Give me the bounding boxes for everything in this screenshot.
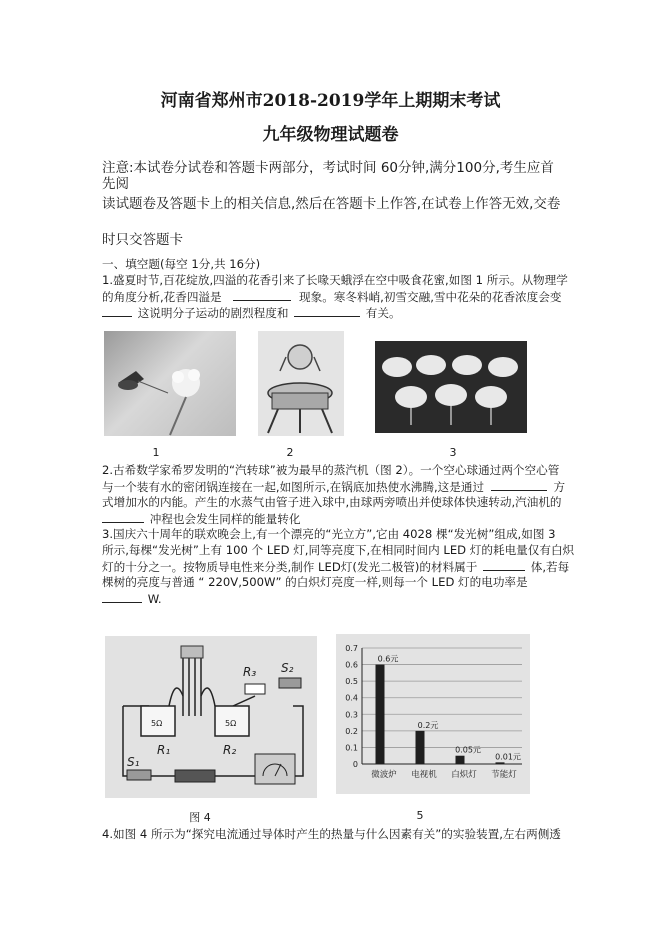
q3-line-1: 3.国庆六十周年的联欢晚会上,有一个漂亮的“光立方”,它由 4028 棵“发光树”组成,如图 3 <box>102 527 556 541</box>
y-tick-label: 0.6 <box>345 660 358 670</box>
notice-line-2: 读试题卷及答题卡上的相关信息,然后在答题卡上作答,在试卷上作答无效,交卷 <box>102 196 561 212</box>
bar-data-label: 0.05元 <box>455 745 481 755</box>
flower-petal-shape <box>172 371 184 383</box>
y-tick-label: 0.4 <box>345 693 358 703</box>
q1-blank-3[interactable] <box>294 304 360 317</box>
x-category-label: 电视机 <box>411 770 437 780</box>
bar-data-label: 0.6元 <box>377 654 399 664</box>
u-tube-left <box>169 688 183 706</box>
q1-line-2 <box>102 288 564 305</box>
aeolipile-support-right <box>314 357 320 371</box>
y-tick-label: 0.3 <box>345 710 358 720</box>
q1-line-2-text-a: 的角度分析,花香四溢是 <box>102 290 222 304</box>
q3-line-3 <box>102 558 570 575</box>
figure-2-aeolipile-photo <box>258 331 344 436</box>
x-category-label: 节能灯 <box>491 770 517 780</box>
r1-label: R₁ <box>157 743 171 757</box>
section-heading: 一、填空题(每空 1分,共 16分) <box>102 257 261 271</box>
y-tick-label: 0.7 <box>345 644 358 653</box>
moth-proboscis-shape <box>138 381 168 393</box>
aeolipile-leg-left <box>268 409 278 433</box>
q3-blank-2[interactable] <box>102 590 142 603</box>
q3-line-3-text-b: 体,若每 <box>530 560 570 574</box>
box-left-label: 5Ω <box>151 719 163 728</box>
bar-2 <box>456 756 465 764</box>
light-tree-shape <box>488 357 518 377</box>
figure-5-chart-photo <box>336 634 530 794</box>
figure-1-moth-flower-photo <box>104 331 236 436</box>
q1-line-3-text-b: 有关。 <box>365 306 401 320</box>
figure-4-label: 图 4 <box>189 811 211 824</box>
notice-line-3: 时只交答题卡 <box>102 232 183 248</box>
figure-5-label: 5 <box>416 809 424 822</box>
aeolipile-ball-shape <box>288 345 312 369</box>
light-tree-shape <box>416 355 446 375</box>
figure-4-circuit-drawing <box>105 636 317 798</box>
light-tree-shape <box>475 386 507 408</box>
s2-label: S₂ <box>281 661 294 675</box>
y-tick-label: 0.1 <box>345 743 358 753</box>
q1-line-1: 1.盛夏时节,百花绽放,四溢的花香引来了长喙天蛾浮在空中吸食花蜜,如图 1 所示。从物理学 <box>102 273 568 287</box>
figure-2-drawing <box>258 331 344 436</box>
u-tube-right <box>201 688 215 706</box>
q2-blank-2[interactable] <box>102 510 144 523</box>
q2-line-2-text: 与一个装有水的密闭锅连接在一起,如图所示,在锅底加热使水沸腾,这是通过 <box>102 480 485 494</box>
bar-1 <box>416 731 425 764</box>
q1-line-3-text-a: 这说明分子运动的剧烈程度和 <box>137 306 289 320</box>
figure-3-drawing <box>375 341 527 433</box>
q3-line-5 <box>102 590 564 607</box>
y-tick-label: 0.2 <box>345 726 358 736</box>
flower-stem-shape <box>170 397 186 435</box>
bar-3 <box>496 762 505 764</box>
figure-5-bar-chart <box>336 634 530 794</box>
q2-line-1: 2.古希数学家希罗发明的“汽转球”被为最早的蒸汽机（图 2）。一个空心球通过两个空心管 <box>102 463 560 477</box>
light-tree-shape <box>452 355 482 375</box>
x-category-label: 白炽灯 <box>451 770 477 780</box>
r2-label: R₂ <box>223 743 237 757</box>
bar-0 <box>376 665 385 764</box>
u-tube-pipes <box>183 658 201 716</box>
s1-switch-shape <box>127 770 151 780</box>
q1-line-2-text-b: 现象。寒冬料峭,初雪交融,雪中花朵的花香浓度会变 <box>299 290 562 304</box>
r3-resistor-shape <box>245 684 265 694</box>
moth-body-shape <box>118 380 138 390</box>
figure-3-light-trees-photo <box>375 341 527 433</box>
y-tick-label: 0 <box>352 760 358 769</box>
q3-blank-1[interactable] <box>483 558 525 571</box>
q2-line-4-text: 冲程也会发生同样的能量转化 <box>149 512 301 526</box>
ammeter-shape <box>255 754 295 784</box>
q3-line-3-text-a: 灯的十分之一。按物质导电性来分类,制作 LED灯(发光二极管)的材料属于 <box>102 560 478 574</box>
figure-3-label: 3 <box>449 446 457 459</box>
bar-data-label: 0.01元 <box>495 752 521 762</box>
aeolipile-leg-right <box>322 409 332 433</box>
battery-shape <box>175 770 215 782</box>
s1-label: S₁ <box>127 755 140 769</box>
q1-blank-2[interactable] <box>102 304 132 317</box>
aeolipile-pot-shape <box>272 393 328 409</box>
s2-switch-shape <box>279 678 301 688</box>
notice-line-1: 注意:本试卷分试卷和答题卡两部分，考试时间 60分钟,满分100分,考生应首先阅 <box>102 160 554 192</box>
box-right-label: 5Ω <box>225 719 237 728</box>
figure-1-drawing <box>104 331 236 436</box>
q1-blank-1[interactable] <box>233 288 291 301</box>
q3-line-4: 棵树的亮度与普通 “ 220V,500W” 的白炽灯亮度一样,则每一个 LED 灯的电功率是 <box>102 575 528 589</box>
light-tree-shape <box>382 357 412 377</box>
q2-line-2-text-b: 方 <box>553 480 566 494</box>
q1-line-3 <box>102 304 564 321</box>
u-tube-top-shape <box>181 646 203 658</box>
x-category-label: 微波炉 <box>371 770 397 780</box>
q2-blank-1[interactable] <box>491 478 547 491</box>
y-tick-label: 0.5 <box>345 677 358 687</box>
q2-line-3: 式增加水的内能。产生的水蒸气由管子进入球中,由球两旁喷出并使球体快速转动,汽油机的 <box>102 495 562 509</box>
figure-1-label: 1 <box>152 446 160 459</box>
exam-subtitle: 九年级物理试题卷 <box>262 125 399 145</box>
figure-4-circuit-photo <box>105 636 317 798</box>
figure-2-label: 2 <box>286 446 294 459</box>
flower-petal-shape <box>188 369 200 381</box>
q3-line-5-text: W. <box>147 592 162 606</box>
q3-line-2: 所示,每棵“发光树”上有 100 个 LED 灯,同等亮度下,在相同时间内 LED 灯的耗电量仅有白炽 <box>102 543 575 557</box>
exam-title: 河南省郑州市2018-2019学年上期期末考试 <box>160 91 501 111</box>
circuit-wire-top-mid <box>233 696 255 706</box>
light-tree-shape <box>435 384 467 406</box>
bar-data-label: 0.2元 <box>417 720 439 730</box>
aeolipile-support-left <box>280 357 286 371</box>
q4-line-1: 4.如图 4 所示为“探究电流通过导体时产生的热量与什么因素有关”的实验装置,左右两侧透 <box>102 827 561 841</box>
light-tree-shape <box>395 386 427 408</box>
q2-line-2 <box>102 478 564 495</box>
r3-label: R₃ <box>243 665 257 679</box>
q2-line-4 <box>102 510 564 527</box>
